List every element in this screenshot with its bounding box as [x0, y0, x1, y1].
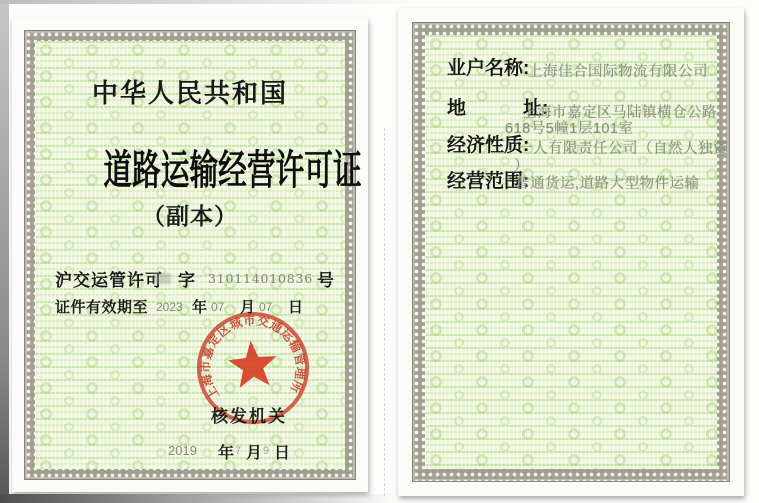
- validity-day: 07: [259, 300, 273, 314]
- field-value-economic-nature-line2: ）: [514, 158, 529, 174]
- validity-month-unit: 月: [240, 299, 256, 316]
- seal-ring-text: 上海市嘉定区城市交通运输管理所: [198, 313, 308, 402]
- validity-label: 证件有效期至: [55, 299, 149, 316]
- document-title: 道路运输经营许可证: [102, 147, 362, 193]
- field-value-economic-nature-line1: 一人有限责任公司（自然人独资: [518, 141, 728, 157]
- validity-year-unit: 年: [192, 299, 208, 316]
- field-value-business-name: 上海佳合国际物流有限公司: [528, 64, 708, 80]
- validity-month: 07: [211, 300, 225, 314]
- validity-year: 2023: [156, 300, 183, 314]
- license-number-prefix: 沪交运管许可: [55, 271, 163, 290]
- issue-year: 2019: [168, 443, 197, 458]
- field-value-address-line1: 上海市嘉定区马陆镇横仓公路: [522, 105, 717, 121]
- field-label-economic-nature: 经济性质:: [447, 135, 530, 156]
- ink-smudge: [154, 273, 171, 284]
- field-label-business-scope: 经营范围:: [447, 171, 530, 192]
- issue-month: 7: [235, 445, 242, 457]
- field-label-business-name: 业户名称:: [447, 58, 530, 79]
- official-red-seal: [189, 304, 317, 432]
- issue-day-unit: 日: [274, 445, 291, 462]
- field-value-business-scope: 普通货运,道路大型物件运输: [515, 176, 700, 192]
- scan-edge-top: [0, 0, 420, 4]
- license-number: 310114010836: [208, 271, 314, 286]
- permit-cover-page: [12, 18, 368, 492]
- scan-edge-bottom: [0, 494, 400, 503]
- red-star-icon: [226, 338, 278, 388]
- issue-year-unit: 年: [218, 445, 235, 462]
- validity-day-unit: 日: [288, 299, 304, 316]
- field-label-address: 地 址:: [447, 98, 549, 119]
- license-hao-character: 号: [317, 271, 334, 290]
- issuing-authority-label: 核发机关: [211, 407, 287, 426]
- permit-details-page: [398, 8, 744, 496]
- issue-day: 9: [263, 445, 270, 457]
- copy-type-label: （副本）: [142, 203, 238, 230]
- booklet-fold-line: [384, 128, 385, 496]
- license-zi-character: 字: [178, 271, 195, 290]
- scan-edge-left: [0, 0, 9, 503]
- issue-month-unit: 月: [246, 445, 263, 462]
- country-title: 中华人民共和国: [91, 79, 288, 109]
- field-value-address-line2: 618号5幢1层101室: [505, 121, 634, 137]
